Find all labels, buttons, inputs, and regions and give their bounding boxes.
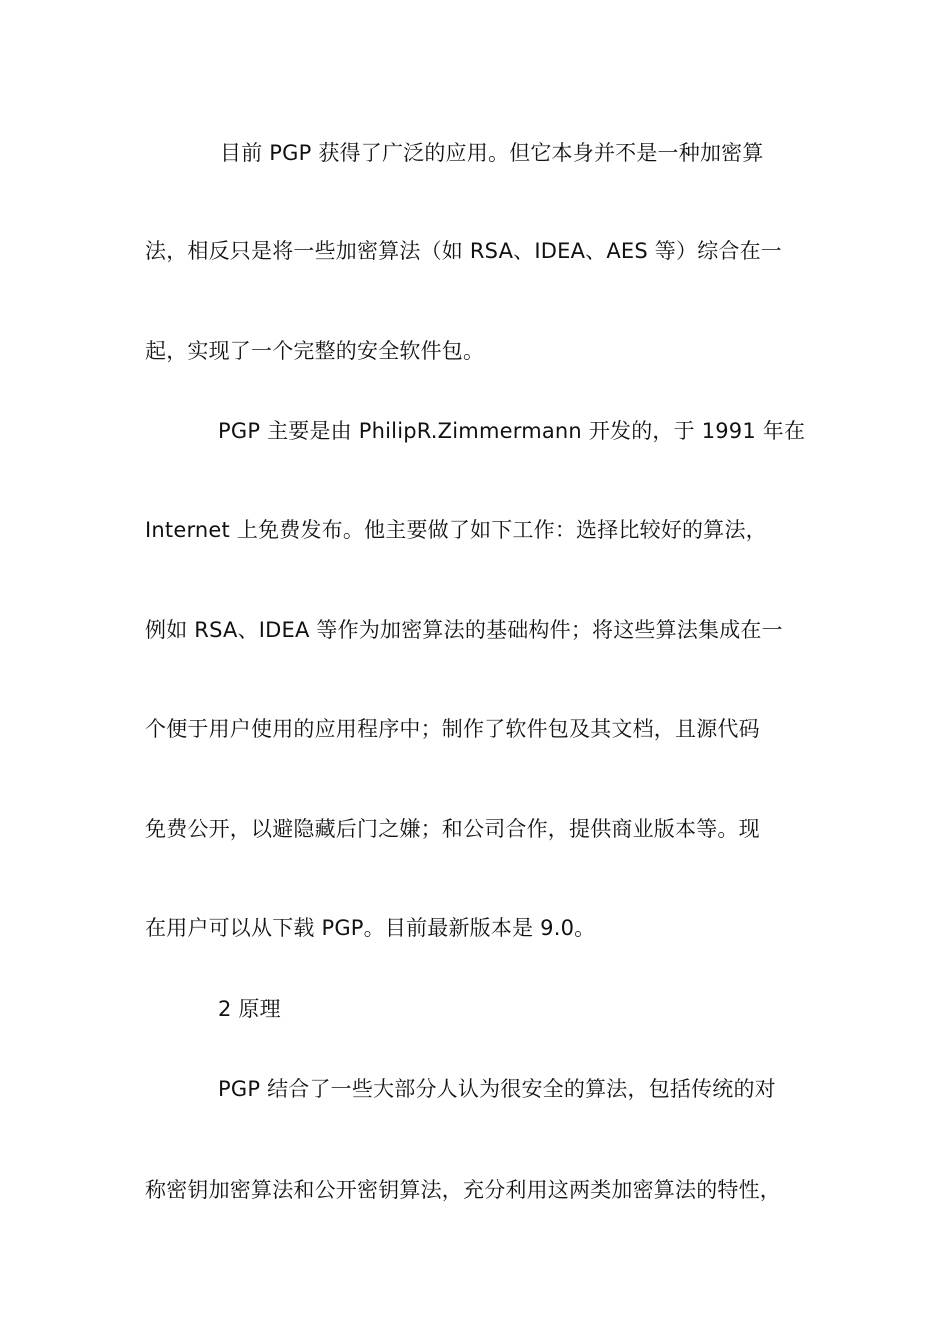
- paragraph-2-line-6: 在用户可以从下载 PGP。目前最新版本是 9.0。: [145, 916, 596, 940]
- paragraph-2-line-5: 免费公开，以避隐藏后门之嫌；和公司合作，提供商业版本等。现: [145, 817, 760, 841]
- paragraph-3-line-2: 称密钥加密算法和公开密钥算法，充分利用这两类加密算法的特性，: [145, 1178, 781, 1202]
- paragraph-2-line-3: 例如 RSA、IDEA 等作为加密算法的基础构件；将这些算法集成在一: [145, 618, 783, 642]
- paragraph-1-line-2: 法，相反只是将一些加密算法（如 RSA、IDEA、AES 等）综合在一: [145, 239, 782, 263]
- paragraph-3-line-1: PGP 结合了一些大部分人认为很安全的算法，包括传统的对: [218, 1077, 776, 1101]
- paragraph-2-line-4: 个便于用户使用的应用程序中；制作了软件包及其文档，且源代码: [145, 717, 760, 741]
- section-heading: 2 原理: [218, 997, 281, 1021]
- paragraph-1-line-3: 起，实现了一个完整的安全软件包。: [145, 339, 485, 363]
- paragraph-2-line-2: Internet 上免费发布。他主要做了如下工作：选择比较好的算法，: [145, 518, 767, 542]
- paragraph-1-line-1: 目前 PGP 获得了广泛的应用。但它本身并不是一种加密算: [220, 141, 764, 165]
- paragraph-2-line-1: PGP 主要是由 PhilipR.Zimmermann 开发的，于 1991 年在: [218, 419, 806, 443]
